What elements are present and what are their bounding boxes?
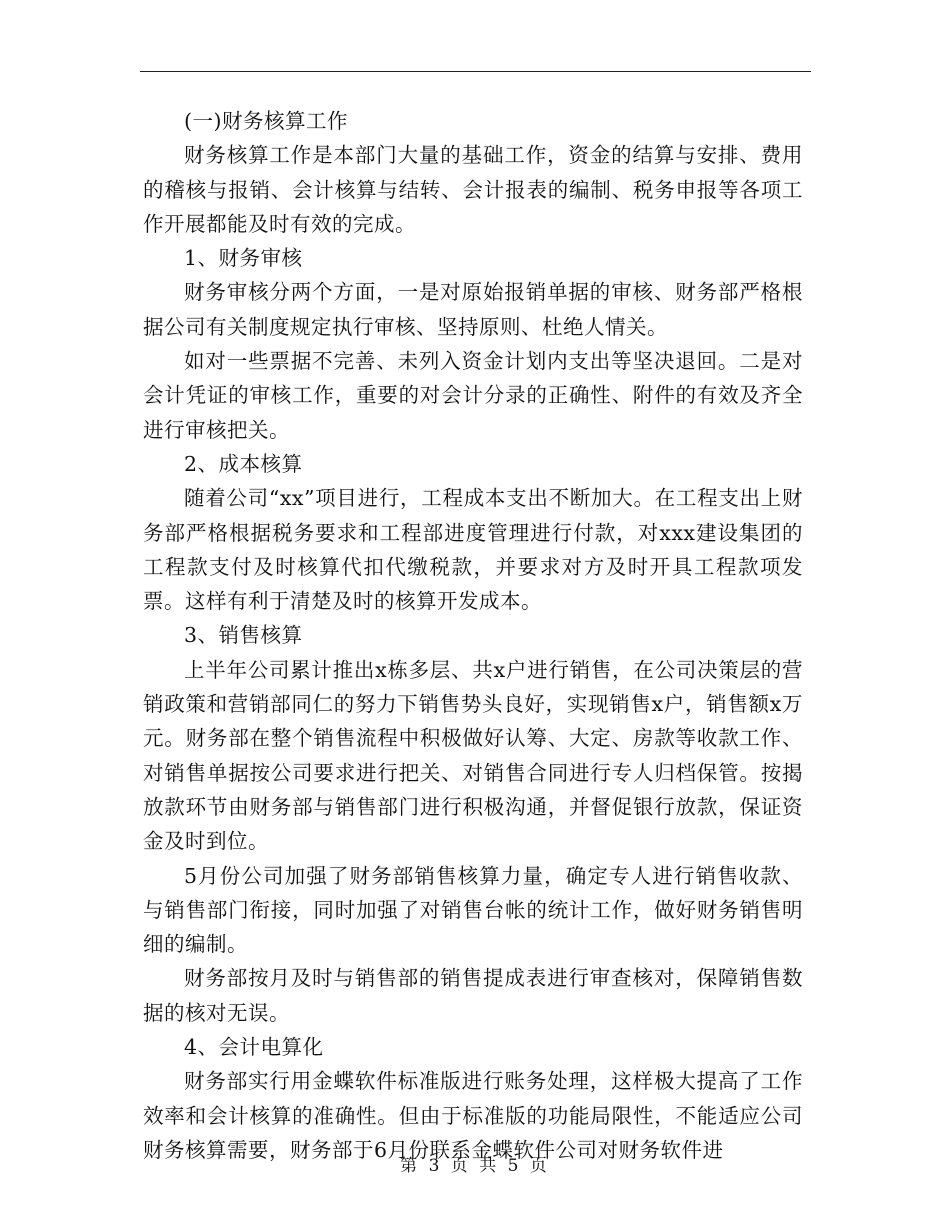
page-number-footer: 第 3 页 共 5 页 bbox=[400, 1156, 550, 1176]
paragraph-audit-aspects: 财务审核分两个方面，一是对原始报销单据的审核、财务部严格根据公司有关制度规定执行审核、坚持原则、杜绝人情关。 bbox=[143, 280, 803, 339]
paragraph-audit-vouchers: 如对一些票据不完善、未列入资金计划内支出等坚决退回。二是对会计凭证的审核工作，重要的对会计分录的正确性、附件的有效及齐全进行审核把关。 bbox=[143, 349, 803, 442]
paragraph-sales-monthly-check: 财务部按月及时与销售部的销售提成表进行审查核对，保障销售数据的核对无误。 bbox=[143, 966, 803, 1025]
subheading-cost-accounting: 2、成本核算 bbox=[184, 451, 303, 476]
subheading-financial-audit: 1、财务审核 bbox=[184, 246, 303, 271]
paragraph-sales-may: 5月份公司加强了财务部销售核算力量，确定专人进行销售收款、与销售部门衔接，同时加强了对销售台帐的统计工作，做好财务销售明细的编制。 bbox=[143, 863, 803, 957]
header-divider bbox=[140, 71, 811, 72]
document-body bbox=[143, 104, 803, 1167]
subheading-accounting-computerization: 4、会计电算化 bbox=[184, 1035, 324, 1060]
subheading-sales-accounting: 3、销售核算 bbox=[184, 623, 303, 648]
paragraph-accounting-overview: 财务核算工作是本部门大量的基础工作，资金的结算与安排、费用的稽核与报销、会计核算与结转、会计报表的编制、税务申报等各项工作开展都能及时有效的完成。 bbox=[143, 143, 803, 236]
paragraph-computerization: 财务部实行用金蝶软件标准版进行账务处理，这样极大提高了工作效率和会计核算的准确性。但由于标准版的功能局限性，不能适应公司财务核算需要，财务部于6月份联系金蝶软件公司对财务软件进 bbox=[143, 1069, 803, 1162]
paragraph-sales-overview: 上半年公司累计推出x栋多层、共x户进行销售，在公司决策层的营销政策和营销部同仁的努力下销售势头良好，实现销售x户，销售额x万元。财务部在整个销售流程中积极做好认筹、大定、房款等收款工作、对销售单据按公司要求进行把关、对销售合同进行专人归档保管。按揭放款环节由财务部与销售部门进行积极沟通，并督促银行放款，保证资金及时到位。 bbox=[143, 657, 803, 854]
paragraph-cost-accounting: 随着公司“xx”项目进行，工程成本支出不断加大。在工程支出上财务部严格根据税务要求和工程部进度管理进行付款，对xxx建设集团的工程款支付及时核算代扣代缴税款，并要求对方及时开具工程款项发票。这样有利于清楚及时的核算开发成本。 bbox=[143, 486, 803, 614]
section-heading-financial-accounting: (一)财务核算工作 bbox=[184, 109, 348, 133]
